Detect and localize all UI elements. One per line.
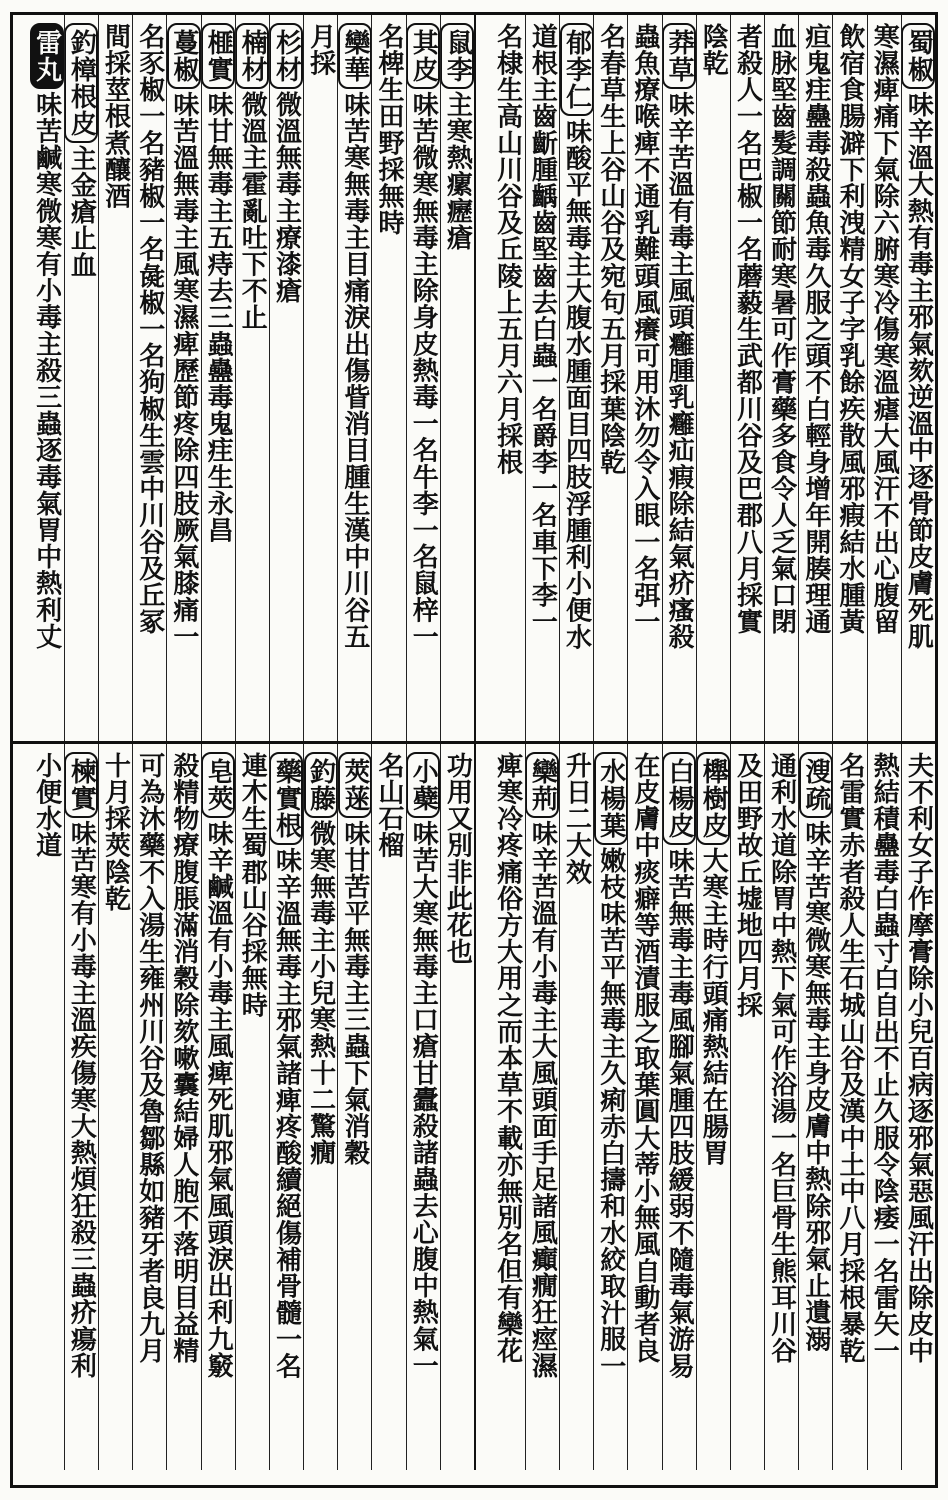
column-text: 蟲魚療喉痺不通乳難頭風癢可用沐勿令入眼一名弭一 [629, 23, 660, 635]
entry-heading: 郁李仁 [560, 23, 594, 116]
text-column [166, 744, 200, 1470]
text-column [371, 15, 405, 741]
text-column [337, 744, 371, 1470]
text-column [98, 15, 132, 741]
text-column [235, 744, 269, 1470]
column-text: 味辛鹹溫有小毒主風痺死肌邪氣風頭淚出利九竅 [203, 820, 234, 1379]
column-text: 名雷實赤者殺人生石城山谷及漢中土中八月採根暴乾 [835, 752, 866, 1364]
entry-heading: 莽草 [662, 23, 696, 89]
text-column [269, 744, 303, 1470]
column-text: 主寒熱瘰癧瘡 [442, 91, 473, 251]
column-text: 功用又別非此花也 [442, 752, 473, 965]
text-column [371, 744, 405, 1470]
text-column [832, 15, 866, 741]
text-column [337, 15, 371, 741]
text-column [627, 744, 661, 1470]
column-text: 小便水道 [31, 752, 62, 859]
entry-heading: 莢蒾 [338, 752, 372, 818]
text-column [98, 744, 132, 1470]
text-column [440, 744, 474, 1470]
lower-register [13, 744, 935, 1470]
entry-heading: 榧實 [201, 23, 235, 89]
column-text: 通利水道除胃中熱下氣可作浴湯一名巨骨生熊耳川谷 [766, 752, 797, 1364]
text-column [764, 744, 798, 1470]
column-text: 味辛溫大熱有毒主邪氣欬逆溫中逐骨節皮膚死肌 [903, 91, 934, 650]
column-text: 飲宿食腸澼下利洩精女子字乳餘疾散風邪瘕結水腫黃 [835, 23, 866, 635]
column-text: 道根主齒齗腫齲齒堅齒去白蟲一名爵李一名車下李一 [527, 23, 558, 635]
column-text: 大寒主時行頭痛熱結在腸胃 [698, 847, 729, 1167]
text-column [491, 744, 525, 1470]
text-column [832, 744, 866, 1470]
column-text: 者殺人一名巴椒一名蘑藙生武都川谷及巴郡八月採實 [732, 23, 763, 635]
column-text: 主金瘡止血 [66, 145, 97, 278]
column-text: 及田野故丘墟地四月採 [732, 752, 763, 1018]
text-column [269, 15, 303, 741]
entry-heading: 楠材 [235, 23, 269, 89]
entry-heading: 杉材 [269, 23, 303, 89]
entry-heading: 蔓椒 [167, 23, 201, 89]
text-column [867, 15, 901, 741]
column-text: 名椑生田野採無時 [374, 23, 405, 236]
text-column [235, 15, 269, 741]
entry-heading: 小蘗 [406, 752, 440, 818]
text-column [132, 15, 166, 741]
column-text: 味苦微寒無毒主除身皮熱毒一名牛李一名鼠梓一 [408, 91, 439, 650]
column-text: 可為沐藥不入湯生雍州川谷及魯鄒縣如豬牙者良九月 [134, 752, 165, 1364]
entry-heading: 釣藤 [304, 752, 338, 818]
text-column [696, 744, 730, 1470]
entry-heading: 蜀椒 [901, 23, 935, 89]
text-column [696, 15, 730, 741]
column-text: 月採 [305, 23, 336, 77]
text-column [491, 15, 525, 741]
text-column [303, 15, 337, 741]
column-text: 味苦寒有小毒主溫疾傷寒大熱煩狂殺三蟲疥瘍利 [66, 820, 97, 1379]
lower-right-panel [474, 744, 935, 1470]
text-column [201, 15, 235, 741]
column-text: 微溫主霍亂吐下不止 [237, 91, 268, 331]
column-text: 微溫無毒主療漆瘡 [271, 91, 302, 304]
column-text: 痺寒冷疼痛俗方大用之而本草不載亦無別名但有欒花 [492, 752, 523, 1364]
entry-heading: 欒華 [338, 23, 372, 89]
entry-heading: 釣樟根皮 [64, 23, 98, 143]
text-column [798, 744, 832, 1470]
column-text: 味甘苦平無毒主三蟲下氣消穀 [339, 820, 370, 1166]
text-column [764, 15, 798, 741]
text-column [901, 744, 935, 1470]
text-column [662, 15, 696, 741]
column-text: 寒濕痺痛下氣除六腑寒冷傷寒溫瘧大風汗不出心腹留 [869, 23, 900, 635]
column-text: 味苦溫無毒主風寒濕痺歷節疼除四肢厥氣膝痛一 [168, 91, 199, 650]
text-column [525, 744, 559, 1470]
column-text: 疸鬼疰蠱毒殺蟲魚毒久服之頭不白輕身增年開腠理通 [800, 23, 831, 635]
entry-heading: 皂莢 [201, 752, 235, 818]
entry-heading: 溲疏 [799, 752, 833, 818]
column-text: 熱結積蠱毒白蟲寸白自出不止久服令陰痿一名雷矢一 [869, 752, 900, 1364]
entry-heading: 鼠李 [440, 23, 474, 89]
text-column [406, 744, 440, 1470]
entry-heading: 藥實根 [269, 752, 303, 845]
text-column [201, 744, 235, 1470]
upper-left-panel [13, 15, 474, 741]
text-column [559, 15, 593, 741]
text-column [798, 15, 832, 741]
column-text: 味苦大寒無毒主口瘡甘蠹殺諸蟲去心腹中熱氣一 [408, 820, 439, 1379]
column-text: 血脉堅齒髮調關節耐寒暑可作膏藥多食令人乏氣口閉 [766, 23, 797, 635]
column-text: 間採莖根煮釀酒 [100, 23, 131, 210]
text-column [593, 744, 627, 1470]
entry-heading: 欒荊 [525, 752, 559, 818]
page-frame [10, 12, 938, 1488]
text-column [64, 744, 98, 1470]
text-column [730, 744, 764, 1470]
column-text: 味酸平無毒主大腹水腫面目四肢浮腫利小便水 [561, 118, 592, 650]
text-column [406, 15, 440, 741]
entry-heading: 其皮 [406, 23, 440, 89]
column-text: 在皮膚中痰癖等酒漬服之取葉圓大蒂小無風自動者良 [629, 752, 660, 1364]
entry-heading: 水楊葉 [594, 752, 628, 845]
column-text: 味苦鹹寒微寒有小毒主殺三蟲逐毒氣胃中熱利丈 [31, 91, 62, 650]
column-text: 升日二大效 [561, 752, 592, 885]
entry-heading: 白楊皮 [662, 752, 696, 845]
column-text: 味辛溫無毒主邪氣諸痺疼酸續絕傷補骨髓一名 [271, 847, 302, 1379]
column-text: 名春草生上谷山谷及宛句五月採葉陰乾 [595, 23, 626, 476]
text-column [303, 744, 337, 1470]
entry-heading: 櫸樹皮 [696, 752, 730, 845]
upper-register [13, 15, 935, 741]
text-column [166, 15, 200, 741]
column-text: 殺精物療腹脹滿消穀除欬嗽囊結婦人胞不落明目益精 [168, 752, 199, 1364]
text-column [559, 744, 593, 1470]
entry-heading: 雷丸 [30, 23, 64, 89]
text-column [901, 15, 935, 741]
column-text: 嫩枝味苦平無毒主久痢赤白擣和水絞取汁服一 [595, 847, 626, 1379]
column-text: 名豕椒一名豬椒一名彘椒一名狗椒生雲中川谷及丘冢 [134, 23, 165, 635]
column-text: 味甘無毒主五痔去三蟲蠱毒鬼疰生永昌 [203, 91, 234, 544]
text-column [627, 15, 661, 741]
text-column [64, 15, 98, 741]
lower-left-panel [13, 744, 474, 1470]
upper-right-panel [474, 15, 935, 741]
column-text: 名棣生高山川谷及丘陵上五月六月採根 [492, 23, 523, 476]
entry-heading: 楝實 [64, 752, 98, 818]
column-text: 味苦寒無毒主目痛淚出傷眥消目腫生漢中川谷五 [339, 91, 370, 650]
text-column [867, 744, 901, 1470]
column-text: 名山石榴 [374, 752, 405, 859]
text-column [662, 744, 696, 1470]
column-text: 味辛苦寒微寒無毒主身皮膚中熱除邪氣止遺溺 [800, 820, 831, 1352]
text-column [525, 15, 559, 741]
column-text: 味苦無毒主毒風腳氣腫四肢緩弱不隨毒氣游易 [664, 847, 695, 1379]
column-text: 味辛苦溫有毒主風頭癰腫乳癰疝瘕除結氣疥瘙殺 [664, 91, 695, 650]
text-column [440, 15, 474, 741]
column-text: 夫不利女子作摩膏除小兒百病逐邪氣惡風汗出除皮中 [903, 752, 934, 1364]
text-column [730, 15, 764, 741]
text-column [30, 15, 64, 741]
column-text: 連木生蜀郡山谷採無時 [237, 752, 268, 1018]
column-text: 陰乾 [698, 23, 729, 77]
column-text: 味辛苦溫有小毒主大風頭面手足諸風癲癇狂痙濕 [527, 820, 558, 1379]
text-column [30, 744, 64, 1470]
column-text: 十月採莢陰乾 [100, 752, 131, 912]
column-text: 微寒無毒主小兒寒熱十二驚癇 [305, 820, 336, 1166]
text-column [593, 15, 627, 741]
text-column [132, 744, 166, 1470]
